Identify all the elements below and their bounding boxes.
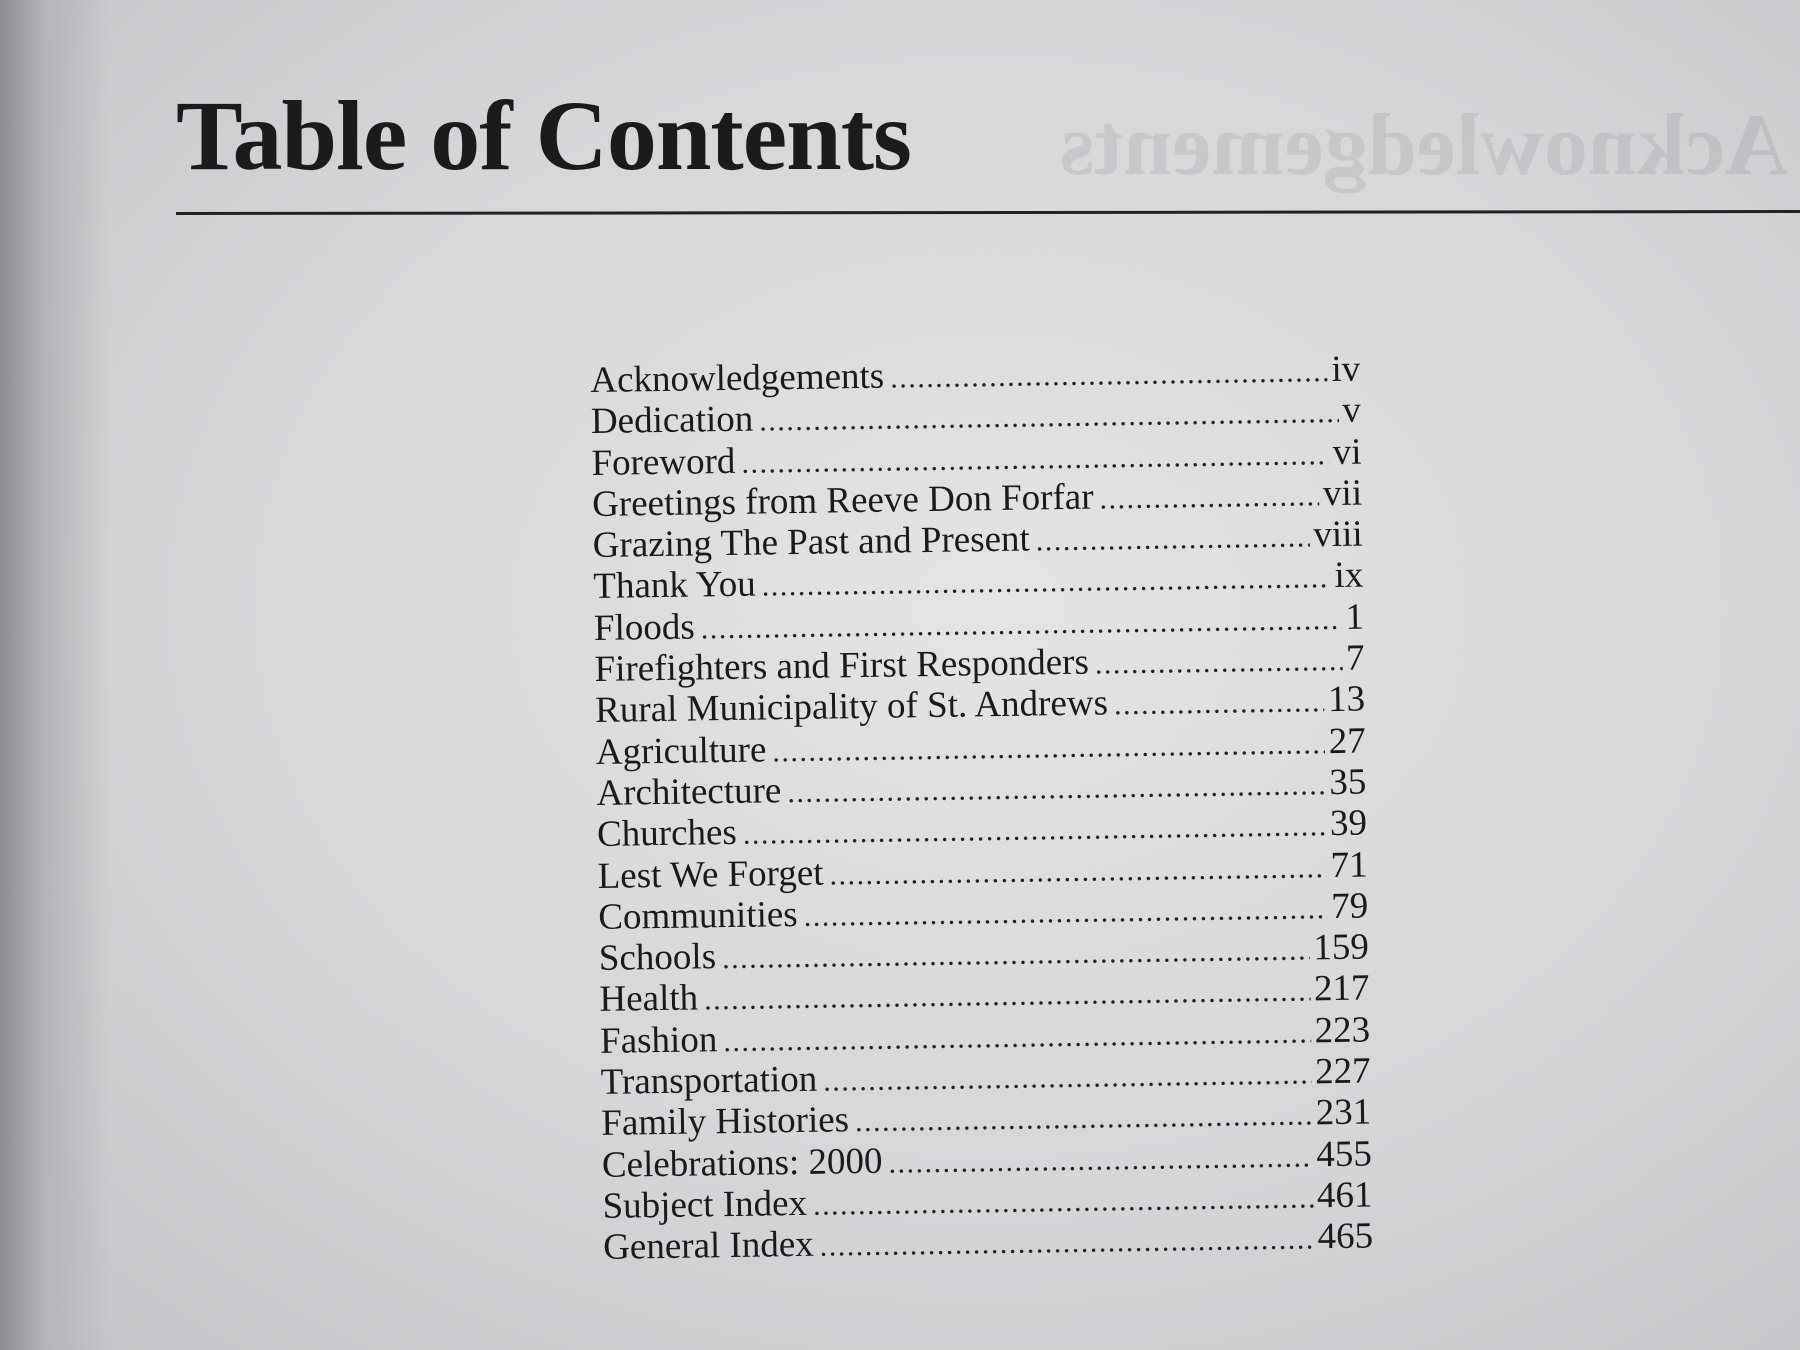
toc-entry-page-number: 159 [1312,926,1370,969]
toc-entry-page-number: 461 [1316,1174,1373,1217]
dot-leader [1093,475,1319,520]
toc-entry-page-number: iv [1331,348,1361,390]
toc-entry-page-number: 1 [1345,596,1365,638]
toc-entry-label: Grazing The Past and Present [592,518,1031,567]
toc-entry-label: Schools [598,936,717,980]
dot-leader [813,1219,1313,1268]
binding-gutter-shadow [0,0,110,1350]
toc-entry-label: Floods [593,606,696,649]
toc-entry-page-number: 7 [1345,637,1365,679]
dot-leader [1029,517,1309,562]
toc-entry-page-number: 227 [1314,1050,1371,1093]
toc-entry-page-number: 79 [1330,885,1369,927]
toc-entry-page-number: 231 [1315,1091,1372,1134]
toc-entry-page-number: 13 [1327,678,1366,721]
toc-entry-label: Celebrations: 2000 [601,1140,883,1186]
toc-entry-label: Greetings from Reeve Don Forfar [591,476,1094,525]
toc-entry-label: Family Histories [601,1099,850,1145]
toc-entry-label: Churches [596,812,738,856]
toc-entry-page-number: 71 [1330,844,1368,886]
toc-entry-page-number: 39 [1329,802,1368,845]
toc-entry-label: Fashion [599,1018,718,1062]
toc-entry-label: Subject Index [602,1182,808,1227]
toc-entry-page-number: 455 [1316,1133,1373,1175]
toc-entry-label: Agriculture [595,729,767,773]
toc-entry-label: General Index [602,1224,815,1269]
toc-entry-label: Health [599,977,699,1021]
toc-entry-page-number: 217 [1313,967,1370,1010]
title-rule [176,210,1800,215]
toc-entry-label: Firefighters and First Responders [594,641,1090,691]
dot-leader [1108,682,1325,726]
toc-entry-label: Dedication [590,398,754,443]
toc-list [590,349,1373,1269]
toc-entry-page-number: v [1342,389,1362,432]
toc-entry-page-number: viii [1313,513,1363,556]
toc-entry-label: Lest We Forget [597,852,824,897]
toc-entry-page-number: 465 [1317,1215,1374,1258]
toc-entry-page-number: vi [1332,431,1362,473]
toc-entry-page-number: 223 [1314,1009,1371,1052]
bleed-through-text: Acknowledgements [1060,97,1789,194]
toc-entry-page-number: 27 [1328,720,1367,762]
dot-leader [1089,640,1343,685]
toc-entry-label: Rural Municipality of St. Andrews [594,682,1109,732]
toc-entry-label: Transportation [600,1058,818,1103]
toc-entry-page-number: 35 [1329,761,1367,804]
toc-entry-page-number: vii [1322,472,1363,515]
toc-entry-label: Foreword [591,440,736,484]
toc-entry-label: Acknowledgements [590,355,885,401]
page-title: Table of Contents [176,80,911,191]
toc-entry-page-number: ix [1334,555,1364,597]
toc-entry-label: Communities [597,893,798,938]
toc-entry-label: Thank You [593,564,757,608]
toc-entry-label: Architecture [596,770,782,814]
